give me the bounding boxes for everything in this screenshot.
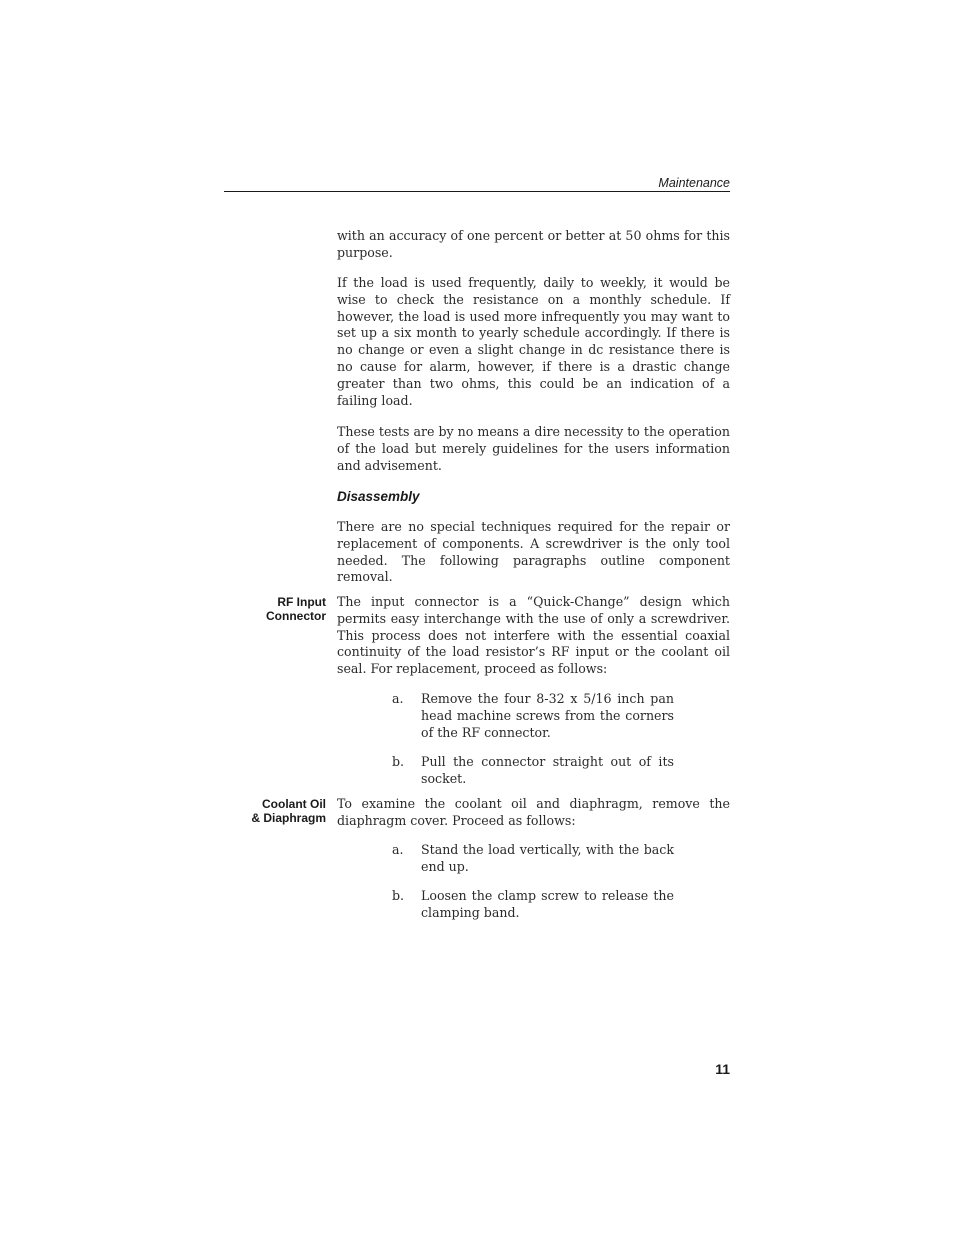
page-number: 11 (715, 1061, 730, 1077)
coolant-step-a (392, 842, 674, 876)
side-label-line: Coolant Oil (262, 797, 326, 811)
side-label-rf-input-connector (216, 596, 326, 623)
running-header (224, 176, 730, 192)
step-marker: a. (392, 842, 404, 857)
paragraph-disassembly-intro: There are no special techniques required for the repair or replacement of components. A screwdriver is the only tool needed. The following paragraphs outline component removal. (337, 519, 730, 585)
paragraph-rf-connector: The input connector is a “Quick-Change” design which permits easy interchange with the use of only a screwdriver. This process does not interfere with the essential coaxial continuity of the load resistor’s RF input or the coolant oil seal. For replacement, proceed as follows: (337, 594, 730, 677)
side-label-line: & Diaphragm (251, 810, 326, 825)
step-text: Loosen the clamp screw to release the clamping band. (421, 888, 674, 920)
rf-step-b (392, 754, 674, 788)
side-label-line: Connector (266, 608, 326, 623)
step-marker: b. (392, 754, 405, 769)
section-title: Maintenance (658, 176, 730, 190)
rf-step-a (392, 691, 674, 741)
disassembly-heading: Disassembly (337, 489, 420, 504)
coolant-step-b (392, 888, 674, 922)
step-marker: b. (392, 888, 405, 903)
paragraph-accuracy: with an accuracy of one percent or better at 50 ohms for this purpose. (337, 228, 730, 260)
step-text: Remove the four 8-32 x 5/16 inch pan head machine screws from the corners of the RF connector. (421, 691, 674, 740)
side-label-line: RF Input (277, 595, 326, 609)
side-label-coolant-oil-diaphragm (216, 798, 326, 825)
paragraph-coolant-oil: To examine the coolant oil and diaphragm, remove the diaphragm cover. Proceed as follows: (337, 796, 730, 828)
paragraph-check-schedule: If the load is used frequently, daily to weekly, it would be wise to check the resistance on a monthly schedule. If however, the load is used more infrequently you may want to set up a six month to yearly schedule accordingly. If there is no change or even a slight change in dc resistance there is no cause for alarm, however, if there is a drastic change greater than two ohms, this could be an indication of a failing load. (337, 275, 730, 408)
step-marker: a. (392, 691, 404, 706)
step-text: Stand the load vertically, with the back end up. (421, 842, 674, 874)
step-text: Pull the connector straight out of its socket. (421, 754, 674, 786)
paragraph-tests-guidelines: These tests are by no means a dire necessity to the operation of the load but merely guidelines for the users information and advisement. (337, 424, 730, 473)
